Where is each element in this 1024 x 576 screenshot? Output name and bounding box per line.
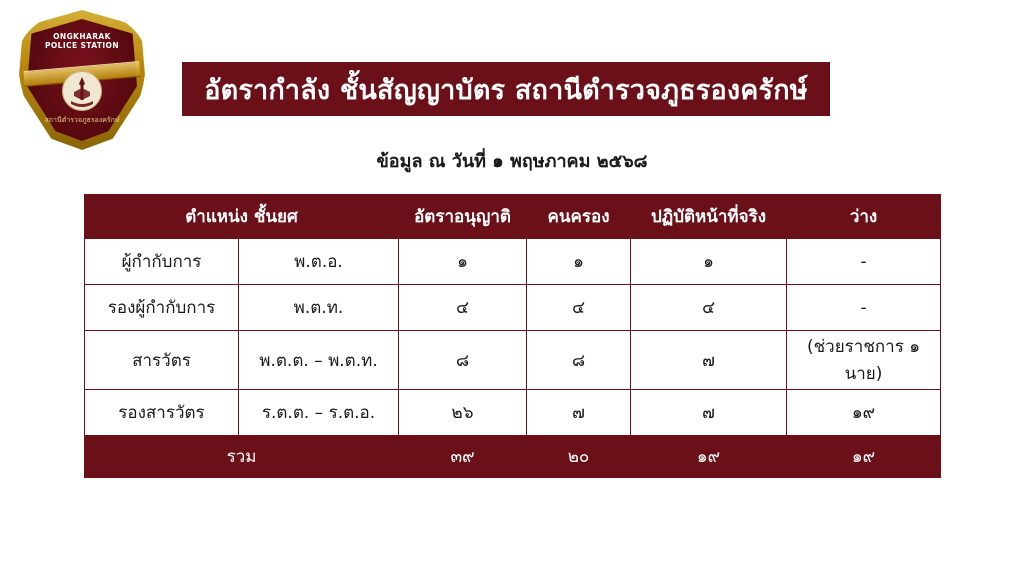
cell-position: รองสารวัตร — [85, 390, 239, 436]
page-title-bar — [182, 62, 830, 116]
cell-total-label: รวม — [85, 436, 399, 478]
cell-rank: พ.ต.อ. — [239, 239, 399, 285]
table-header-row — [85, 195, 941, 239]
cell-position: สารวัตร — [85, 331, 239, 390]
cell-actual: ๑ — [631, 239, 787, 285]
cell-occupied: ๗ — [527, 390, 631, 436]
cell-occupied: ๑ — [527, 239, 631, 285]
cell-vacant: (ช่วยราชการ ๑ นาย) — [787, 331, 941, 390]
cell-total-actual: ๑๙ — [631, 436, 787, 478]
badge-bottom-text: สถานีตำรวจภูธรองครักษ์ — [44, 116, 120, 124]
column-header-actual: ปฏิบัติหน้าที่จริง — [631, 195, 787, 239]
table-row — [85, 285, 941, 331]
strength-table-container — [84, 194, 940, 478]
table-row — [85, 239, 941, 285]
badge-top-line1: ONGKHARAK — [53, 32, 111, 41]
cell-total-occupied: ๒๐ — [527, 436, 631, 478]
table-row — [85, 331, 941, 390]
cell-occupied: ๘ — [527, 331, 631, 390]
column-header-position: ตำแหน่ง ชั้นยศ — [85, 195, 399, 239]
cell-rank: พ.ต.ต. – พ.ต.ท. — [239, 331, 399, 390]
table-total-row — [85, 436, 941, 478]
page-title: อัตรากำลัง ชั้นสัญญาบัตร สถานีตำรวจภูธรองครักษ์ — [204, 74, 808, 106]
cell-rank: ร.ต.ต. – ร.ต.อ. — [239, 390, 399, 436]
police-badge-logo — [18, 10, 146, 150]
cell-allowed: ๘ — [399, 331, 527, 390]
strength-table — [84, 194, 941, 478]
page-subtitle: ข้อมูล ณ วันที่ ๑ พฤษภาคม ๒๕๖๘ — [376, 151, 648, 172]
cell-allowed: ๑ — [399, 239, 527, 285]
cell-position: ผู้กำกับการ — [85, 239, 239, 285]
cell-vacant: - — [787, 239, 941, 285]
cell-position: รองผู้กำกับการ — [85, 285, 239, 331]
cell-allowed: ๔ — [399, 285, 527, 331]
cell-total-vacant: ๑๙ — [787, 436, 941, 478]
table-row — [85, 390, 941, 436]
police-emblem-icon — [59, 68, 105, 114]
badge-top-line2: POLICE STATION — [45, 41, 119, 50]
cell-total-allowed: ๓๙ — [399, 436, 527, 478]
cell-actual: ๗ — [631, 331, 787, 390]
column-header-occupied: คนครอง — [527, 195, 631, 239]
cell-vacant: ๑๙ — [787, 390, 941, 436]
cell-actual: ๗ — [631, 390, 787, 436]
cell-occupied: ๔ — [527, 285, 631, 331]
cell-actual: ๔ — [631, 285, 787, 331]
column-header-allowed: อัตราอนุญาติ — [399, 195, 527, 239]
badge-top-text — [18, 32, 146, 50]
column-header-vacant: ว่าง — [787, 195, 941, 239]
cell-rank: พ.ต.ท. — [239, 285, 399, 331]
cell-allowed: ๒๖ — [399, 390, 527, 436]
cell-vacant: - — [787, 285, 941, 331]
